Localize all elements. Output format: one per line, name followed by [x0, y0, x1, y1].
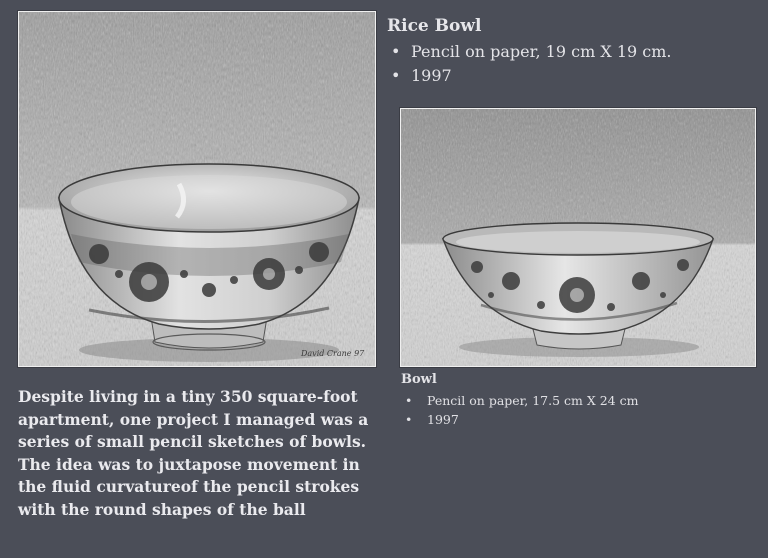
bowl-details: [401, 391, 638, 429]
bowl-drawing: [401, 109, 755, 366]
rice-bowl-drawing: [19, 12, 375, 366]
project-description: Despite living in a tiny 350 square-foot apartment, one project I managed was a series of small pencil sketches of bowls. The idea was to juxtapose movement in the fluid curvatureof the pencil strokes with the round shapes of the ball: [18, 387, 369, 519]
bowl-title: Bowl: [401, 372, 437, 387]
rice-bowl-title: Rice Bowl: [387, 16, 482, 36]
bowl-medium: • Pencil on paper, 17.5 cm X 24 cm: [401, 391, 638, 410]
rice-bowl-year: • 1997: [387, 64, 671, 88]
bowl-sketch-image: [400, 108, 756, 367]
rice-bowl-sketch-image: [18, 11, 376, 367]
artist-signature: David Crane 97: [301, 349, 365, 358]
bowl-year: • 1997: [401, 410, 638, 429]
rice-bowl-medium: • Pencil on paper, 19 cm X 19 cm.: [387, 40, 671, 64]
rice-bowl-details: [387, 40, 671, 88]
